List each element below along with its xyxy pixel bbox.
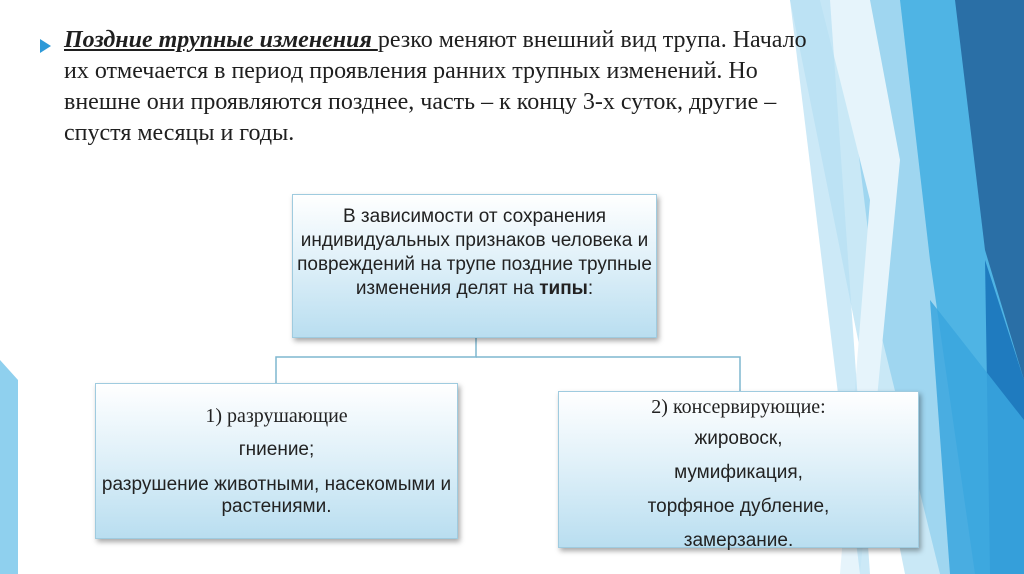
destructive-item-animals: разрушение животными, насекомыми и растениями. <box>101 474 452 517</box>
preserving-type-title: 2) консервирующие: <box>651 396 826 418</box>
intro-lead-term: Поздние трупные изменения <box>64 27 378 53</box>
preserving-item-freezing: замерзание. <box>683 530 794 551</box>
destructive-item-decay: гниение; <box>238 439 315 460</box>
classification-emphasis: типы <box>539 278 588 299</box>
destructive-type-box <box>95 383 458 539</box>
classification-box <box>292 194 657 338</box>
preserving-type-box <box>558 391 919 551</box>
preserving-item-peat-tanning: торфяное дубление, <box>647 496 830 517</box>
preserving-item-mummification: мумификация, <box>674 462 803 483</box>
intro-text: резко меняют внешний вид трупа. Начало их отмечается в период проявления ранних трупных изменений. Но внешне они проявляются позднее, часть – к концу 3-х суток, другие – спустя месяцы и годы. <box>64 27 807 146</box>
destructive-type-title: 1) разрушающие <box>205 405 348 427</box>
connector-to-left-box <box>276 338 476 383</box>
connector-to-right-box <box>476 357 740 391</box>
classification-suffix: : <box>587 278 594 299</box>
preserving-item-adipocere: жировоск, <box>694 428 783 449</box>
classification-text: В зависимости от сохранения индивидуальных признаков человека и повреждений на трупе поздние трупные изменения делят на <box>297 206 652 299</box>
